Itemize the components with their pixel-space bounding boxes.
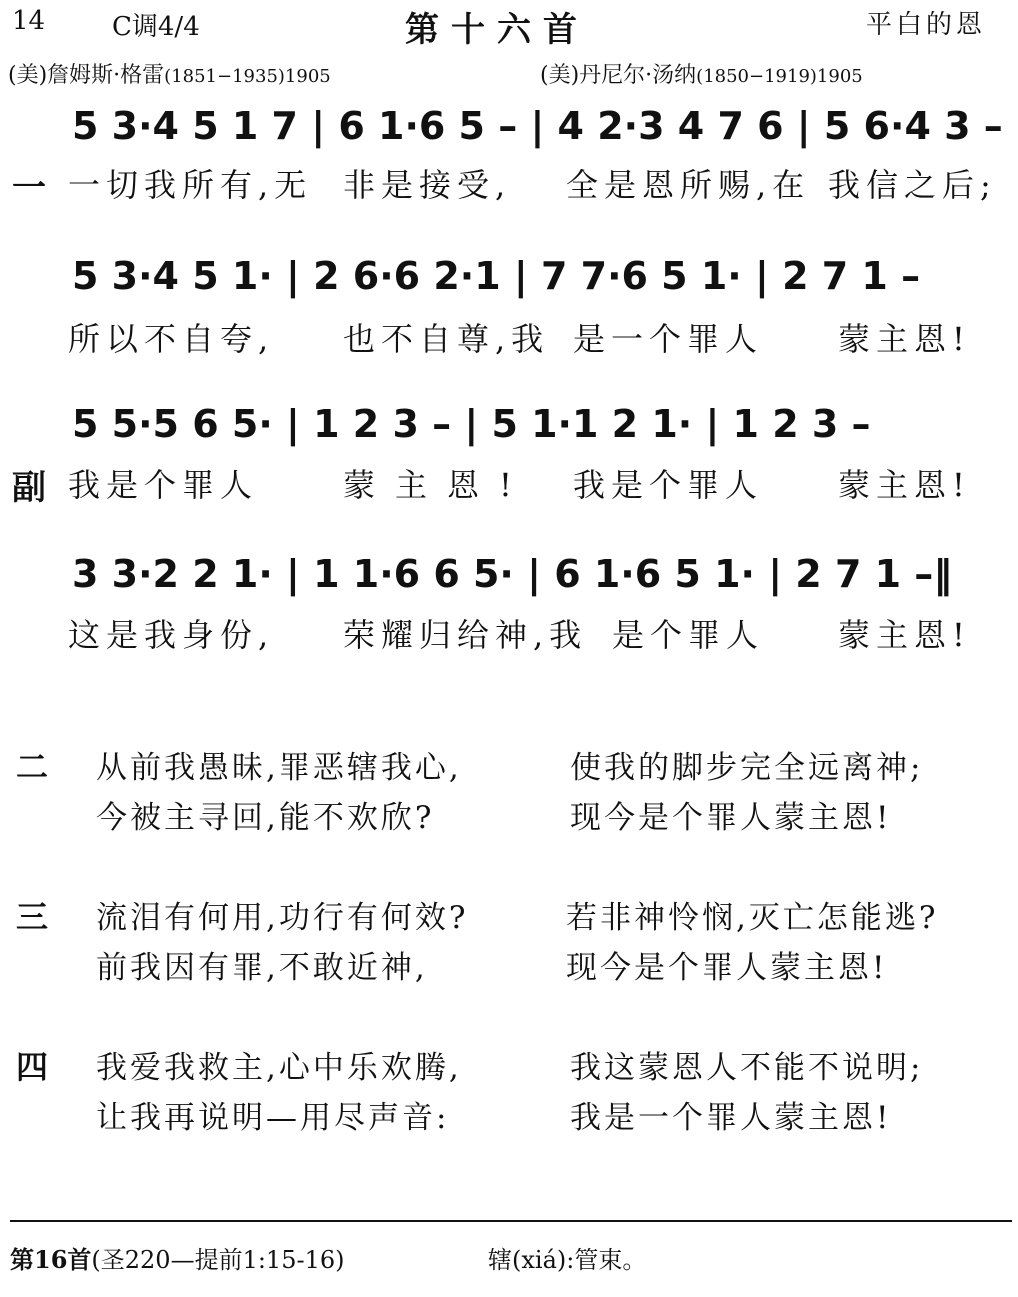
lyric-segment: 我是个罪人 <box>573 466 764 504</box>
lyricist-credit <box>8 58 331 89</box>
key-time-signature: C调4/4 <box>112 12 200 42</box>
verse-label: 二 <box>16 748 49 786</box>
stanza-mark: 一 <box>12 168 46 208</box>
notation-line: 5 3·4 5 1· | 2 6·6 2·1 | 7 7·6 5 1· | 2 7 1 – <box>72 254 921 298</box>
notation-line: 3 3·2 2 1· | 1 1·6 6 5· | 6 1·6 5 1· | 2 7 1 –‖ <box>72 552 953 596</box>
song-title: 第十六首 <box>405 10 589 50</box>
lyric-segment: 蒙主恩! <box>838 466 971 504</box>
footer-ref-label: 第16首 <box>10 1245 92 1274</box>
verse-line: 流泪有何用,功行有何效? <box>96 900 469 936</box>
lyric-segment: 一切我所有,无 <box>68 166 313 204</box>
footer-divider <box>10 1220 1012 1222</box>
verse-line: 我爱我救主,心中乐欢腾, <box>96 1050 462 1086</box>
verse-line: 从前我愚昧,罪恶辖我心, <box>96 750 462 786</box>
composer-credit <box>540 58 863 89</box>
verse-line: 若非神怜悯,灭亡怎能逃? <box>566 900 939 936</box>
lyric-segment: 蒙主恩! <box>343 466 532 504</box>
lyric-segment: 也不自尊,我 <box>343 320 550 358</box>
footer-note: 辖(xiá):管束。 <box>488 1246 647 1274</box>
refrain-mark: 副 <box>12 468 46 508</box>
notation-line: 5 3·4 5 1 7 | 6 1·6 5 – | 4 2·3 4 7 6 | 5 6·4 3 – <box>72 104 1003 148</box>
verse-line: 现今是个罪人蒙主恩! <box>566 950 888 986</box>
verse-label: 三 <box>16 898 49 936</box>
verse-line: 现今是个罪人蒙主恩! <box>570 800 892 836</box>
song-subtitle: 平白的恩 <box>866 10 987 40</box>
lyric-segment: 这是我身份, <box>68 616 275 654</box>
verse-line: 前我因有罪,不敢近神, <box>96 950 428 986</box>
footer-reference <box>10 1240 344 1275</box>
lyric-segment: 非是接受, <box>343 166 512 204</box>
footer-ref-text: (圣220—提前1:15-16) <box>91 1246 345 1274</box>
verse-label: 四 <box>16 1048 49 1086</box>
page-number: 14 <box>12 6 46 36</box>
lyric-segment: 我是个罪人 <box>68 466 259 504</box>
verse-line: 我是一个罪人蒙主恩! <box>570 1100 892 1136</box>
lyric-segment: 荣耀归给神,我 <box>343 616 588 654</box>
lyric-segment: 全是恩所赐,在 <box>566 166 811 204</box>
composer-years: (1850−1919)1905 <box>696 66 863 87</box>
lyric-segment: 我信之后; <box>828 166 997 204</box>
verse-line: 我这蒙恩人不能不说明; <box>570 1050 924 1086</box>
verse-line: 使我的脚步完全远离神; <box>570 750 924 786</box>
lyric-segment: 是个罪人 <box>612 616 765 654</box>
lyric-segment: 是一个罪人 <box>573 320 764 358</box>
lyric-segment: 所以不自夸, <box>68 320 275 358</box>
lyricist-name: (美)詹姆斯·格雷 <box>8 63 165 88</box>
notation-line: 5 5·5 6 5· | 1 2 3 – | 5 1·1 2 1· | 1 2 3 – <box>72 402 871 446</box>
lyric-segment: 蒙主恩! <box>838 320 971 358</box>
verse-line: 让我再说明—用尽声音: <box>96 1100 450 1136</box>
verse-line: 今被主寻回,能不欢欣? <box>96 800 435 836</box>
lyric-segment: 蒙主恩! <box>838 616 971 654</box>
composer-name: (美)丹尼尔·汤纳 <box>540 63 697 88</box>
lyricist-years: (1851−1935)1905 <box>164 66 331 87</box>
